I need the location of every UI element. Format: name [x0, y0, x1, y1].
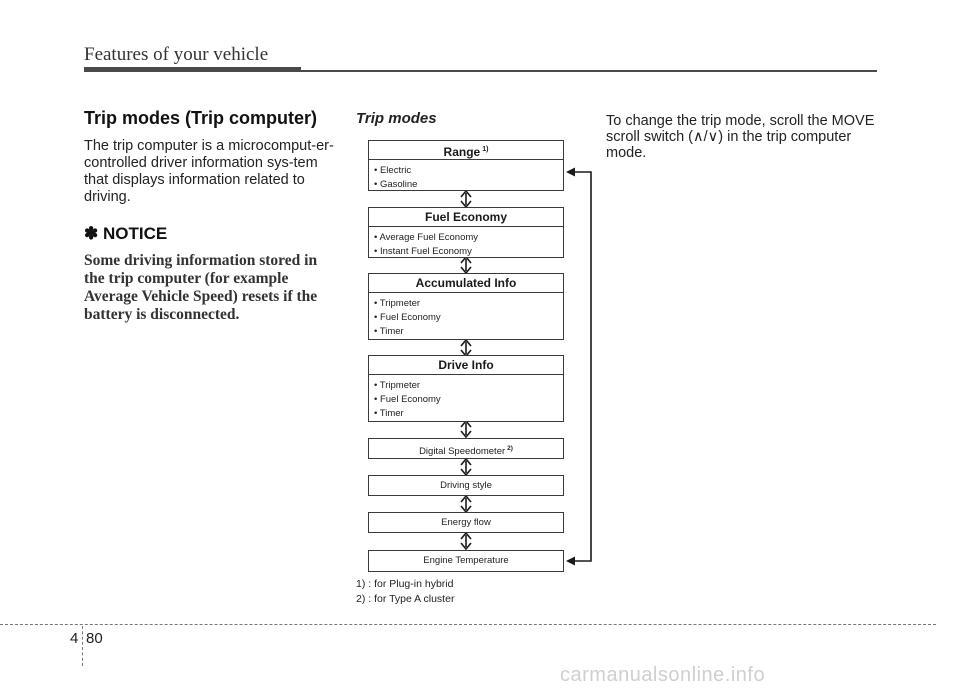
mode-title: Drive Info — [369, 356, 563, 375]
mode-title: Range $^{1)}$ — [369, 141, 563, 160]
mode-box-accumulated-info — [368, 273, 564, 340]
arrowhead-icon — [566, 168, 575, 177]
watermark: carmanualsonline.info — [560, 664, 766, 686]
header-title: Features of your vehicle — [84, 44, 269, 65]
mode-item: • Gasoline — [374, 179, 418, 190]
footnote: 2) : for Type A cluster — [356, 593, 455, 605]
footer-rule — [0, 624, 936, 625]
mode-box-fuel-economy — [368, 207, 564, 258]
double-arrow-icon — [461, 533, 471, 549]
mode-item: • Timer — [374, 326, 404, 337]
mode-item: • Instant Fuel Economy — [374, 246, 472, 257]
mode-item: • Fuel Economy — [374, 394, 441, 405]
mode-title: Accumulated Info — [369, 274, 563, 293]
mode-title: Energy flow — [441, 517, 491, 528]
footer-divider — [82, 626, 83, 666]
mode-title: Driving style — [440, 480, 492, 491]
mode-title: Fuel Economy — [369, 208, 563, 227]
mode-item: • Tripmeter — [374, 298, 421, 309]
double-arrow-icon — [461, 459, 471, 475]
loop-back-line — [568, 172, 591, 561]
mode-item: • Tripmeter — [374, 380, 421, 391]
footnote: 1) : for Plug-in hybrid — [356, 578, 454, 590]
chapter-number: 4 — [70, 630, 79, 647]
mode-item: • Fuel Economy — [374, 312, 441, 323]
notice-paragraph: Some driving information stored in the trip computer (for example Average Vehicle Speed) resets if the battery is disconnected. — [84, 252, 318, 323]
instruction-paragraph: To change the trip mode, scroll the MOVE scroll switch (∧/∨) in the trip computer mode. — [606, 113, 875, 161]
mode-box-digital-speedometer — [368, 438, 564, 459]
double-arrow-icon — [461, 257, 471, 273]
double-arrow-icon — [461, 340, 471, 356]
mode-box-energy-flow — [368, 512, 564, 533]
arrowhead-icon — [566, 557, 575, 566]
intro-paragraph: The trip computer is a microcomput-er-controlled driver information sys-tem that displays information related to driving. — [84, 138, 334, 205]
section-heading: Trip modes (Trip computer) — [84, 108, 318, 128]
mode-box-driving-style — [368, 475, 564, 496]
mode-title: Digital Speedometer $^{2)}$ — [419, 445, 513, 458]
double-arrow-icon — [461, 421, 471, 437]
mode-item: • Timer — [374, 408, 404, 419]
mode-item: • Average Fuel Economy — [374, 232, 479, 243]
mode-box-engine-temperature — [368, 550, 564, 572]
mode-box-range — [368, 140, 564, 191]
page-number: 80 — [86, 630, 103, 647]
double-arrow-icon — [461, 496, 471, 512]
double-arrow-icon — [461, 191, 471, 207]
mode-box-drive-info — [368, 355, 564, 422]
mode-title: Engine Temperature — [423, 555, 509, 566]
notice-heading: ✽ NOTICE — [84, 224, 168, 243]
mode-item: • Electric — [374, 165, 412, 176]
diagram-heading: Trip modes — [356, 110, 437, 127]
